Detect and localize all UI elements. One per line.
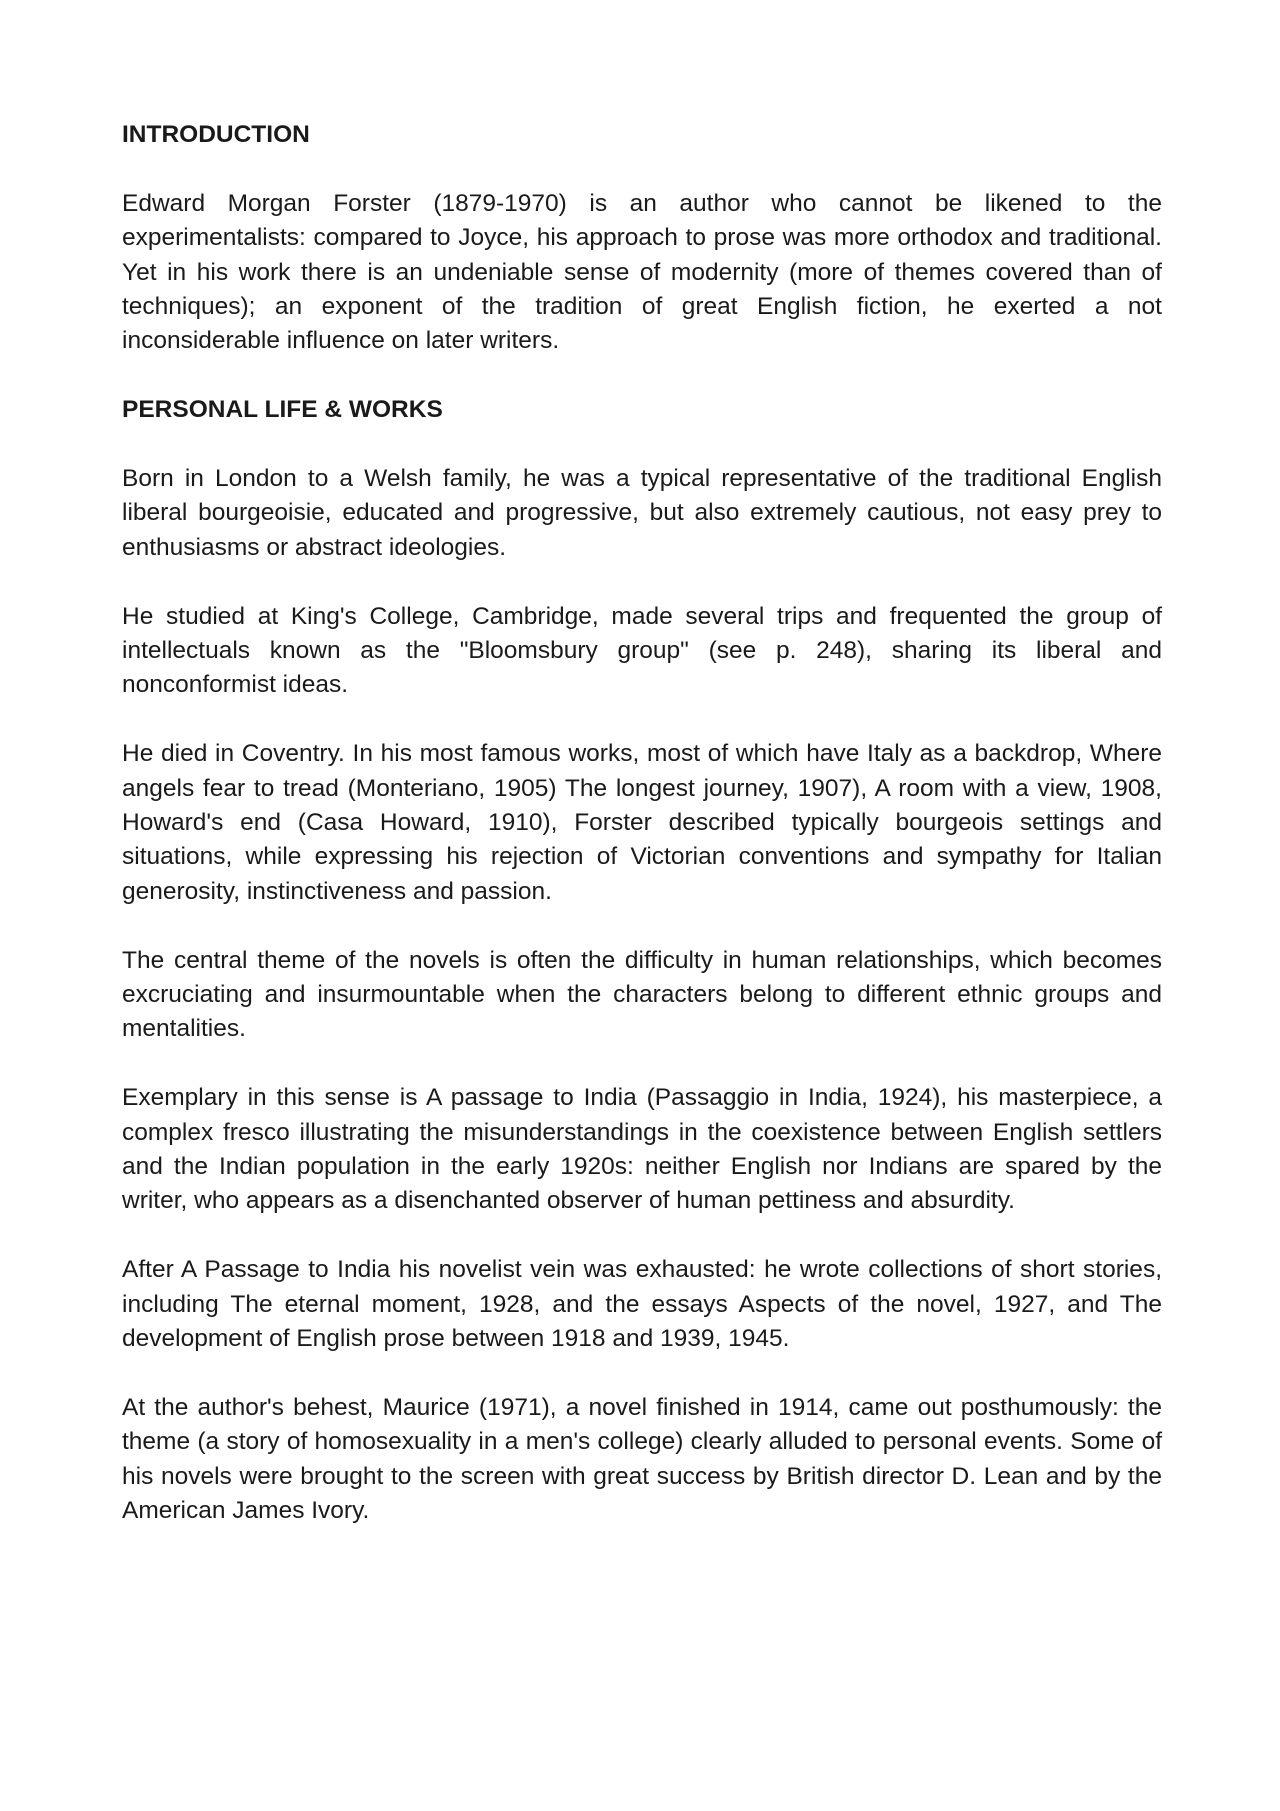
paragraph-passage-to-india: Exemplary in this sense is A passage to India (Passaggio in India, 1924), his masterpiece, a complex fresco illustrating the misunderstandings in the coexistence between English settlers and the Indian population in the early 1920s: neither English nor Indians are spared by the writer, who appears as a disenchanted observer of human pettiness and absurdity.: [122, 1084, 1162, 1215]
section-heading-personal-life-works: PERSONAL LIFE & WORKS: [122, 396, 443, 424]
paragraph-later-works: After A Passage to India his novelist vein was exhausted: he wrote collections of short stories, including The eternal moment, 1928, and the essays Aspects of the novel, 1927, and The development of English prose between 1918 and 1939, 1945.: [122, 1256, 1162, 1353]
paragraph-birth-background: Born in London to a Welsh family, he was a typical representative of the traditional English liberal bourgeoisie, educated and progressive, but also extremely cautious, not easy prey to enthusiasms or abstract ideologies.: [122, 465, 1162, 561]
paragraph-central-theme: The central theme of the novels is often the difficulty in human relationships, which becomes excruciating and insurmountable when the characters belong to different ethnic groups and mentalities.: [122, 946, 1162, 1043]
section-heading-introduction: INTRODUCTION: [122, 121, 310, 148]
paragraph-introduction: Edward Morgan Forster (1879-1970) is an author who cannot be likened to the experimentalists: compared to Joyce, his approach to prose was more orthodox and traditional. Yet in his work there is an undeniable sense of modernity (more of themes covered than of techniques); an exponent of the tradition of great English fiction, he exerted a not inconsiderable influence on later writers.: [122, 189, 1162, 355]
paragraph-education: He studied at King's College, Cambridge, made several trips and frequented the group of intellectuals known as the "Bloomsbury group" (see p. 248), sharing its liberal and nonconformist ideas.: [122, 602, 1162, 699]
document-page: [122, 118, 1162, 1563]
paragraph-maurice: At the author's behest, Maurice (1971), a novel finished in 1914, came out posthumously: the theme (a story of homosexuality in a men's college) clearly alluded to personal events. Some of his novels were brought to the screen with great success by British director D. Lean and by the American James Ivory.: [122, 1393, 1162, 1525]
paragraph-famous-works: He died in Coventry. In his most famous works, most of which have Italy as a backdrop, Where angels fear to tread (Monteriano, 1905) The longest journey, 1907), A room with a view, 1908, Howard's end (Casa Howard, 1910), Forster described typically bourgeois settings and situations, while expressing his rejection of Victorian conventions and sympathy for Italian generosity, instinctiveness and passion.: [122, 740, 1162, 905]
